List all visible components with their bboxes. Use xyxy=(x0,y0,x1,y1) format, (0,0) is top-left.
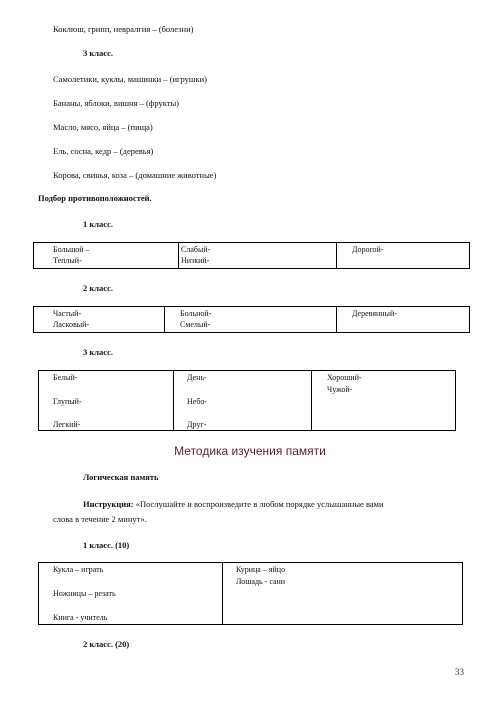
table-cell: Теплый- xyxy=(53,256,82,265)
memory-section-title: Методика изучения памяти xyxy=(174,444,326,458)
opposites-table-grade-3 xyxy=(38,370,456,431)
table-cell: Дорогой- xyxy=(352,245,384,254)
table-cell: Большой – xyxy=(53,245,90,254)
opposites-grade-2-label: 2 класс. xyxy=(83,283,113,293)
table-cell: Частый- xyxy=(53,309,82,318)
category-line: Корова, свинья, коза – (домашние животные) xyxy=(53,170,217,180)
instruction-label: Инструкция: xyxy=(83,499,134,509)
memory-table-grade-1 xyxy=(38,562,463,625)
table-cell: Глупый- xyxy=(53,397,82,406)
table-cell: Друг- xyxy=(187,420,207,429)
category-line: Самолетики, куклы, машинки – (игрушки) xyxy=(53,74,207,84)
table-cell: Низкий- xyxy=(181,256,210,265)
opposites-grade-3-label: 3 класс. xyxy=(83,347,113,357)
table-cell: Белый- xyxy=(53,373,78,382)
table-cell: Смелый- xyxy=(180,320,211,329)
instruction-text-continued: слова в течение 2 минут». xyxy=(53,514,147,524)
table-cell: Хороший- xyxy=(327,373,362,382)
table-cell: Книга - учитель xyxy=(53,613,108,622)
grade-3-label: 3 класс. xyxy=(83,48,113,58)
table-cell: Больной- xyxy=(180,309,212,318)
table-cell: Легкий- xyxy=(53,420,81,429)
opposites-heading: Подбор противоположностей. xyxy=(38,193,152,203)
memory-grade-2-label: 2 класс. (20) xyxy=(83,639,130,649)
table-cell: Слабый- xyxy=(181,245,211,254)
table-cell: Деревянный- xyxy=(352,309,397,318)
memory-grade-1-label: 1 класс. (10) xyxy=(83,540,130,550)
table-cell: День- xyxy=(187,373,207,382)
table-cell: Кукла – играть xyxy=(53,565,104,574)
opposites-table-grade-1 xyxy=(33,242,470,269)
page-number: 33 xyxy=(455,667,464,677)
category-line: Бананы, яблоки, вишня – (фрукты) xyxy=(53,98,179,108)
instruction-text: «Послушайте и воспроизведите в любом порядке услышанные вами xyxy=(135,499,384,509)
table-cell: Чужой- xyxy=(327,385,353,394)
opposites-table-grade-2 xyxy=(33,306,470,333)
table-cell: Ласковый- xyxy=(53,320,90,329)
category-line: Коклюш, грипп, невралгия – (болезни) xyxy=(53,24,194,34)
opposites-grade-1-label: 1 класс. xyxy=(83,219,113,229)
table-cell: Курица – яйцо xyxy=(236,565,286,574)
table-cell: Ножницы – резать xyxy=(53,589,116,598)
table-cell: Небо- xyxy=(187,397,208,406)
table-cell: Лошадь - сани xyxy=(236,577,286,586)
category-line: Масло, мясо, яйца – (пища) xyxy=(53,122,153,132)
logical-memory-heading: Логическая память xyxy=(83,472,159,482)
instruction-line xyxy=(83,499,384,509)
category-line: Ель, сосна, кедр – (деревья) xyxy=(53,146,154,156)
